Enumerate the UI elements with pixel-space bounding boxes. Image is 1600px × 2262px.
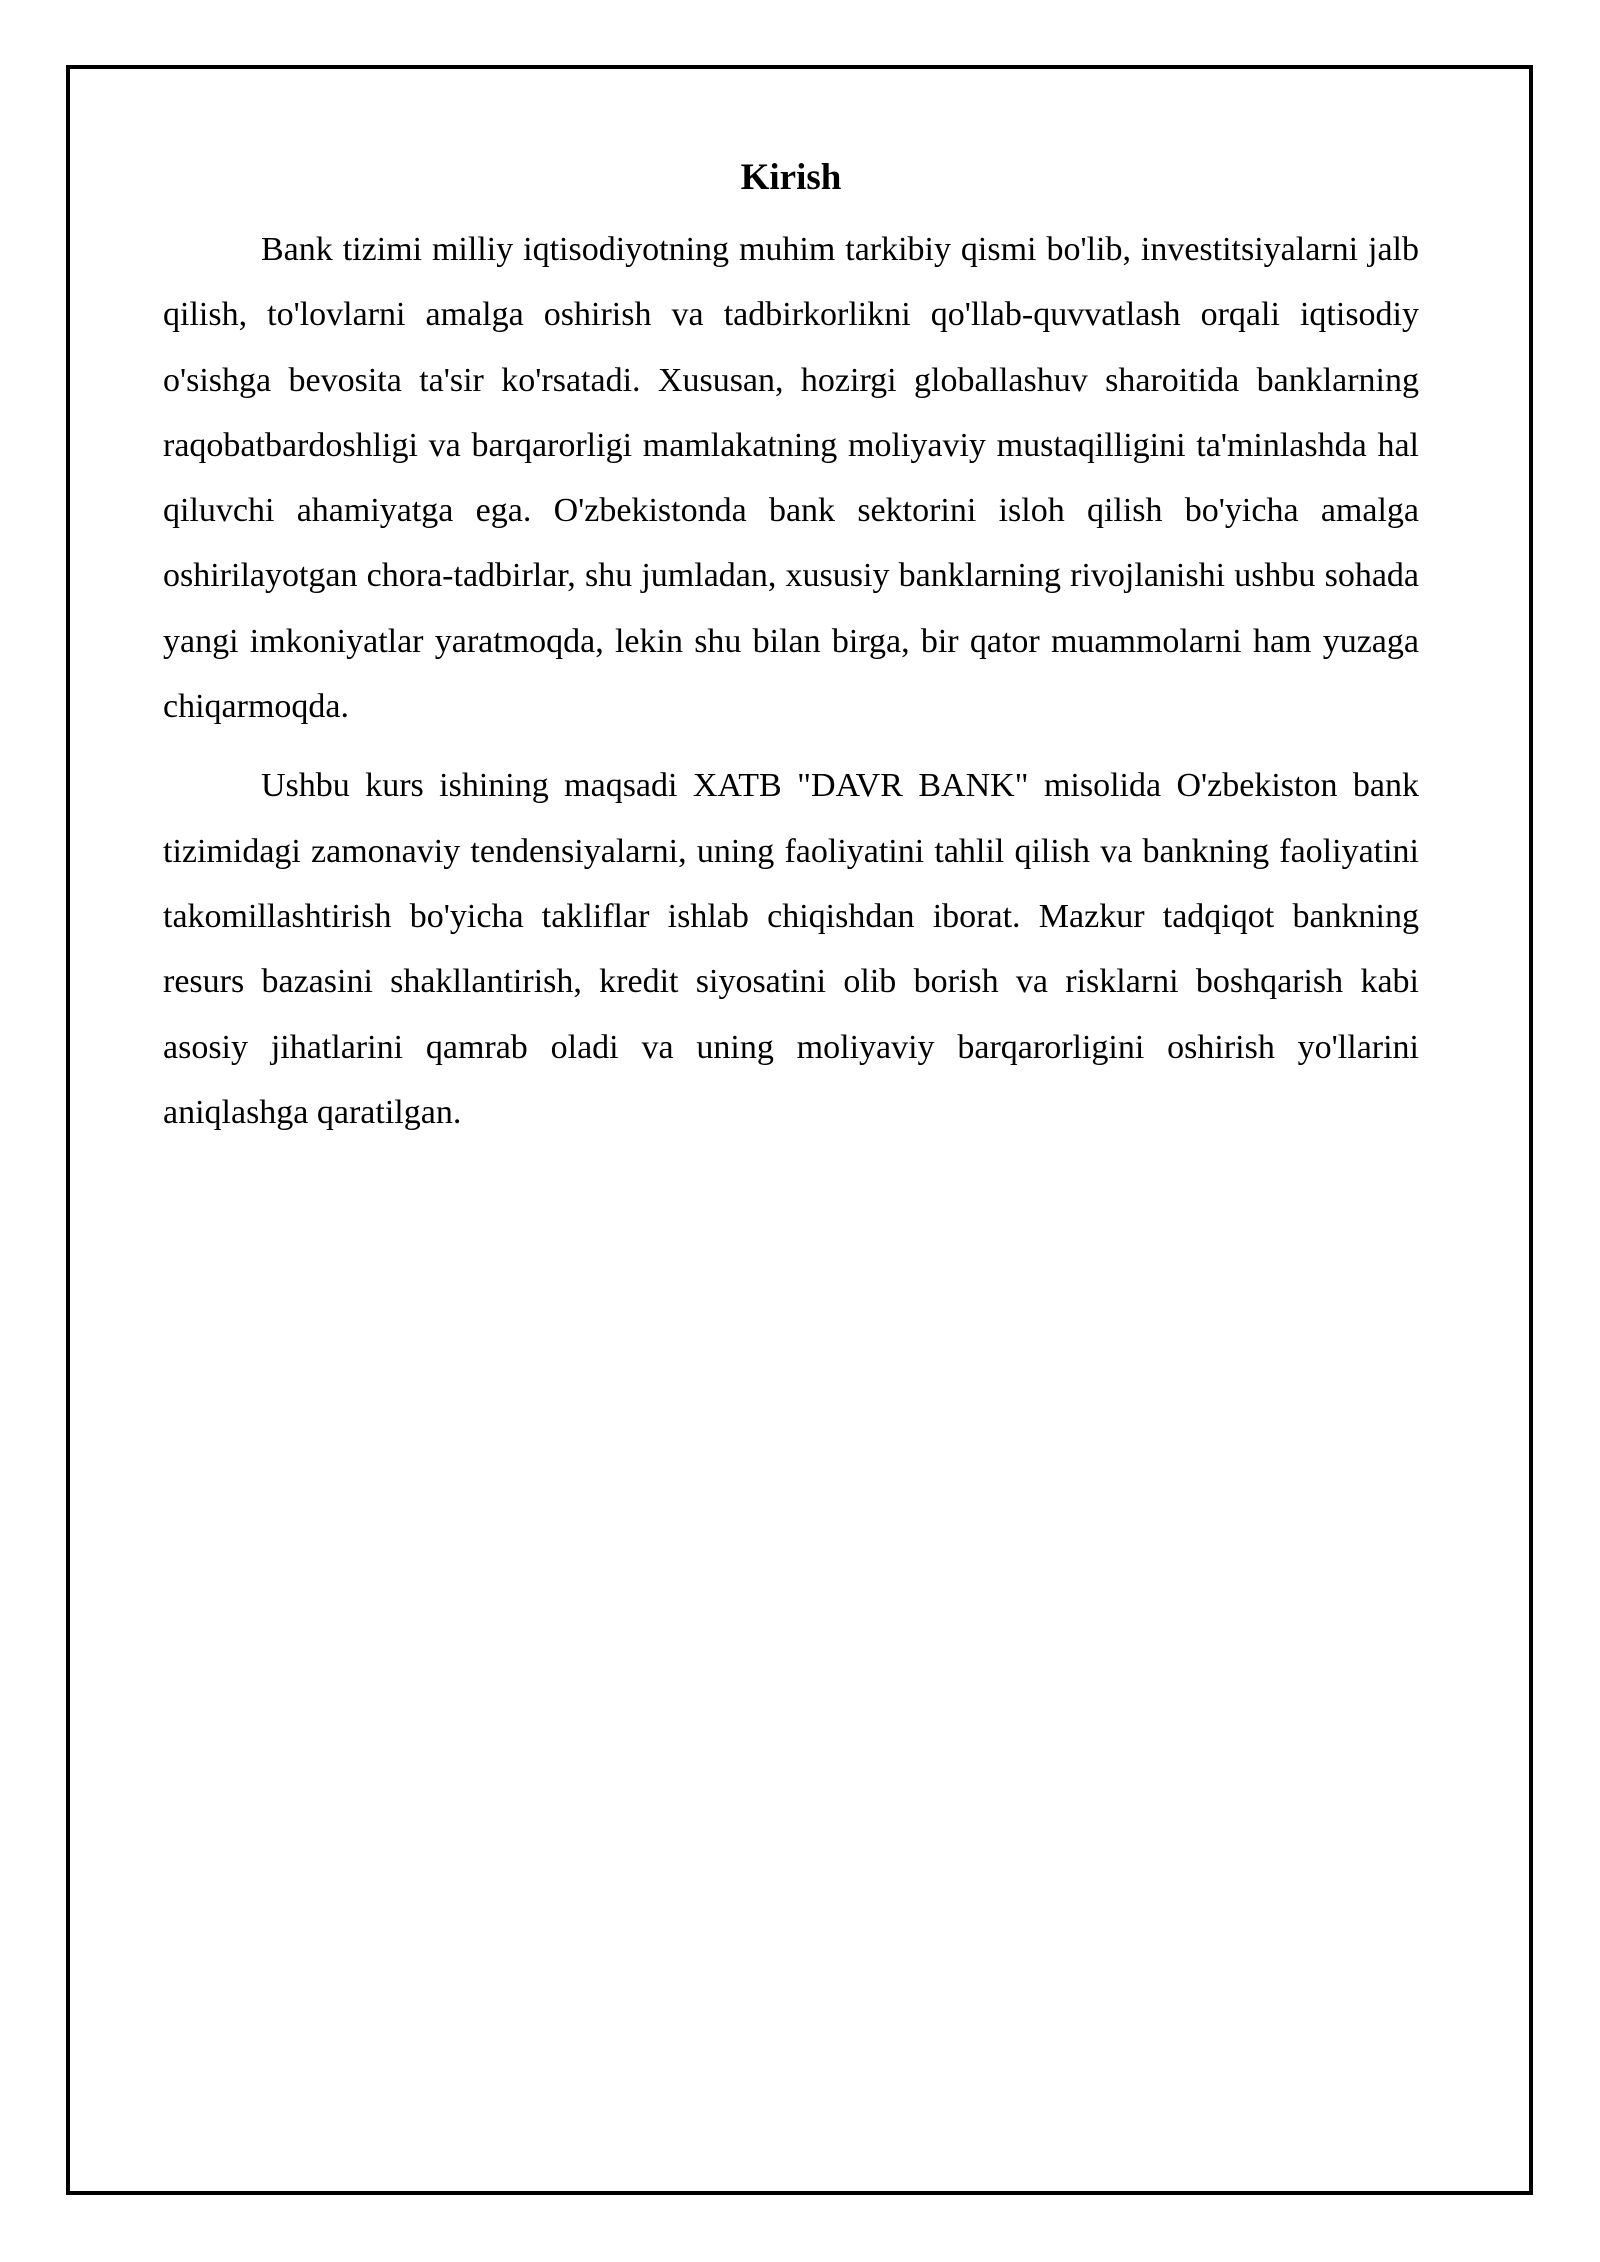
document-body	[163, 65, 1419, 1145]
paragraph-purpose: Ushbu kurs ishining maqsadi XATB "DAVR BANK" misolida O'zbekiston bank tizimidagi zamonaviy tendensiyalarni, uning faoliyatini tahlil qilish va bankning faoliyatini takomillashtirish bo'yicha takliflar ishlab chiqishdan iborat. Mazkur tadqiqot bankning resurs bazasini shakllantirish, kredit siyosatini olib borish va risklarni boshqarish kabi asosiy jihatlarini qamrab oladi va uning moliyaviy barqarorligini oshirish yo'llarini aniqlashga qaratilgan.	[163, 767, 1419, 1131]
section-title: Kirish	[740, 157, 842, 198]
paragraph-intro: Bank tizimi milliy iqtisodiyotning muhim tarkibiy qismi bo'lib, investitsiyalarni jalb qilish, to'lovlarni amalga oshirish va tadbirkorlikni qo'llab-quvvatlash orqali iqtisodiy o'sishga bevosita ta'sir ko'rsatadi. Xususan, hozirgi globallashuv sharoitida banklarning raqobatbardoshligi va barqarorligi mamlakatning moliyaviy mustaqilligini ta'minlashda hal qiluvchi ahamiyatga ega. O'zbekistonda bank sektorini isloh qilish bo'yicha amalga oshirilayotgan chora-tadbirlar, shu jumladan, xususiy banklarning rivojlanishi ushbu sohada yangi imkoniyatlar yaratmoqda, lekin shu bilan birga, bir qator muammolarni ham yuzaga chiqarmoqda.	[163, 231, 1419, 726]
top-spacer	[163, 65, 1419, 155]
